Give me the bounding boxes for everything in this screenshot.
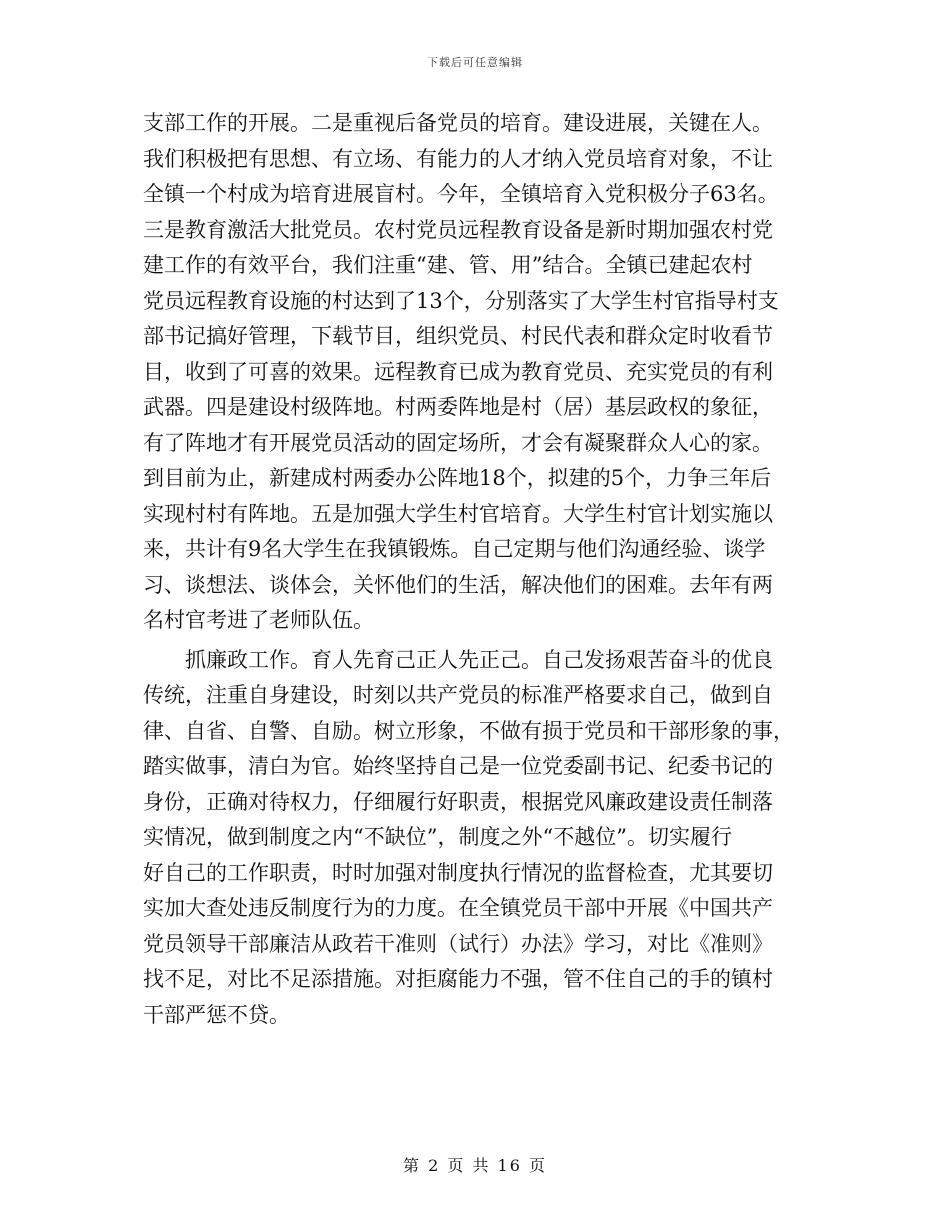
paragraph-2 bbox=[143, 643, 805, 1034]
page-number: 第 2 页 共 16 页 bbox=[403, 1156, 547, 1175]
text-line: 名村官考进了老师队伍。 bbox=[143, 608, 374, 632]
text-line: 抓廉政工作。育人先育己正人先正己。自己发扬艰苦奋斗的优良 bbox=[185, 647, 773, 672]
text-line: 实现村村有阵地。五是加强大学生村官培育。大学生村官计划实施以 bbox=[143, 501, 773, 526]
text-line: 好自己的工作职责，时时加强对制度执行情况的监督检查，尤其要切 bbox=[143, 860, 773, 885]
document-body bbox=[143, 106, 805, 1033]
text-line: 传统，注重自身建设，时刻以共产党员的标准严格要求自己，做到自 bbox=[143, 683, 773, 707]
text-line: 建工作的有效平台，我们注重“建、管、用”结合。全镇已建起农村 bbox=[143, 253, 753, 277]
text-line: 到目前为止，新建成村两委办公阵地18个，拟建的5个，力争三年后 bbox=[143, 466, 772, 490]
text-line: 身份，正确对待权力，仔细履行好职责，根据党风廉政建设责任制落 bbox=[143, 789, 773, 814]
text-line: 我们积极把有思想、有立场、有能力的人才纳入党员培育对象，不让 bbox=[143, 146, 773, 171]
text-line: 有了阵地才有开展党员活动的固定场所，才会有凝聚群众人心的家。 bbox=[143, 430, 773, 455]
text-line: 找不足，对比不足添措施。对拒腐能力不强，管不住自己的手的镇村 bbox=[143, 967, 773, 991]
text-line: 全镇一个村成为培育进展盲村。今年，全镇培育入党积极分子63名。 bbox=[143, 182, 779, 206]
text-line: 部书记搞好管理，下载节目，组织党员、村民代表和群众定时收看节 bbox=[143, 324, 773, 348]
text-line: 三是教育激活大批党员。农村党员远程教育设备是新时期加强农村党 bbox=[143, 217, 773, 242]
text-line: 支部工作的开展。二是重视后备党员的培育。建设进展，关键在人。 bbox=[143, 111, 773, 135]
text-line: 律、自省、自警、自励。树立形象，不做有损于党员和干部形象的事， bbox=[143, 718, 794, 743]
paragraph-1 bbox=[143, 106, 805, 639]
text-line: 目，收到了可喜的效果。远程教育已成为教育党员、充实党员的有利 bbox=[143, 359, 773, 384]
text-line: 踏实做事，清白为官。始终坚持自己是一位党委副书记、纪委书记的 bbox=[143, 754, 773, 778]
text-line: 实加大查处违反制度行为的力度。在全镇党员干部中开展《中国共产 bbox=[143, 896, 773, 920]
text-line: 武器。四是建设村级阵地。村两委阵地是村（居）基层政权的象征， bbox=[143, 395, 773, 419]
text-line: 党员领导干部廉洁从政若干准则（试行）办法》学习，对比《准则》 bbox=[143, 931, 773, 956]
text-line: 实情况，做到制度之内“不缺位”，制度之外“不越位”。切实履行 bbox=[143, 825, 732, 849]
page-header: 下载后可任意编辑 bbox=[427, 56, 523, 69]
text-line: 习、谈想法、谈体会，关怀他们的生活，解决他们的困难。去年有两 bbox=[143, 572, 773, 597]
text-line: 来，共计有9名大学生在我镇锻炼。自己定期与他们沟通经验、谈学 bbox=[143, 537, 766, 561]
text-line: 干部严惩不贷。 bbox=[143, 1002, 290, 1027]
text-line: 党员远程教育设施的村达到了13个，分别落实了大学生村官指导村支 bbox=[143, 288, 779, 313]
